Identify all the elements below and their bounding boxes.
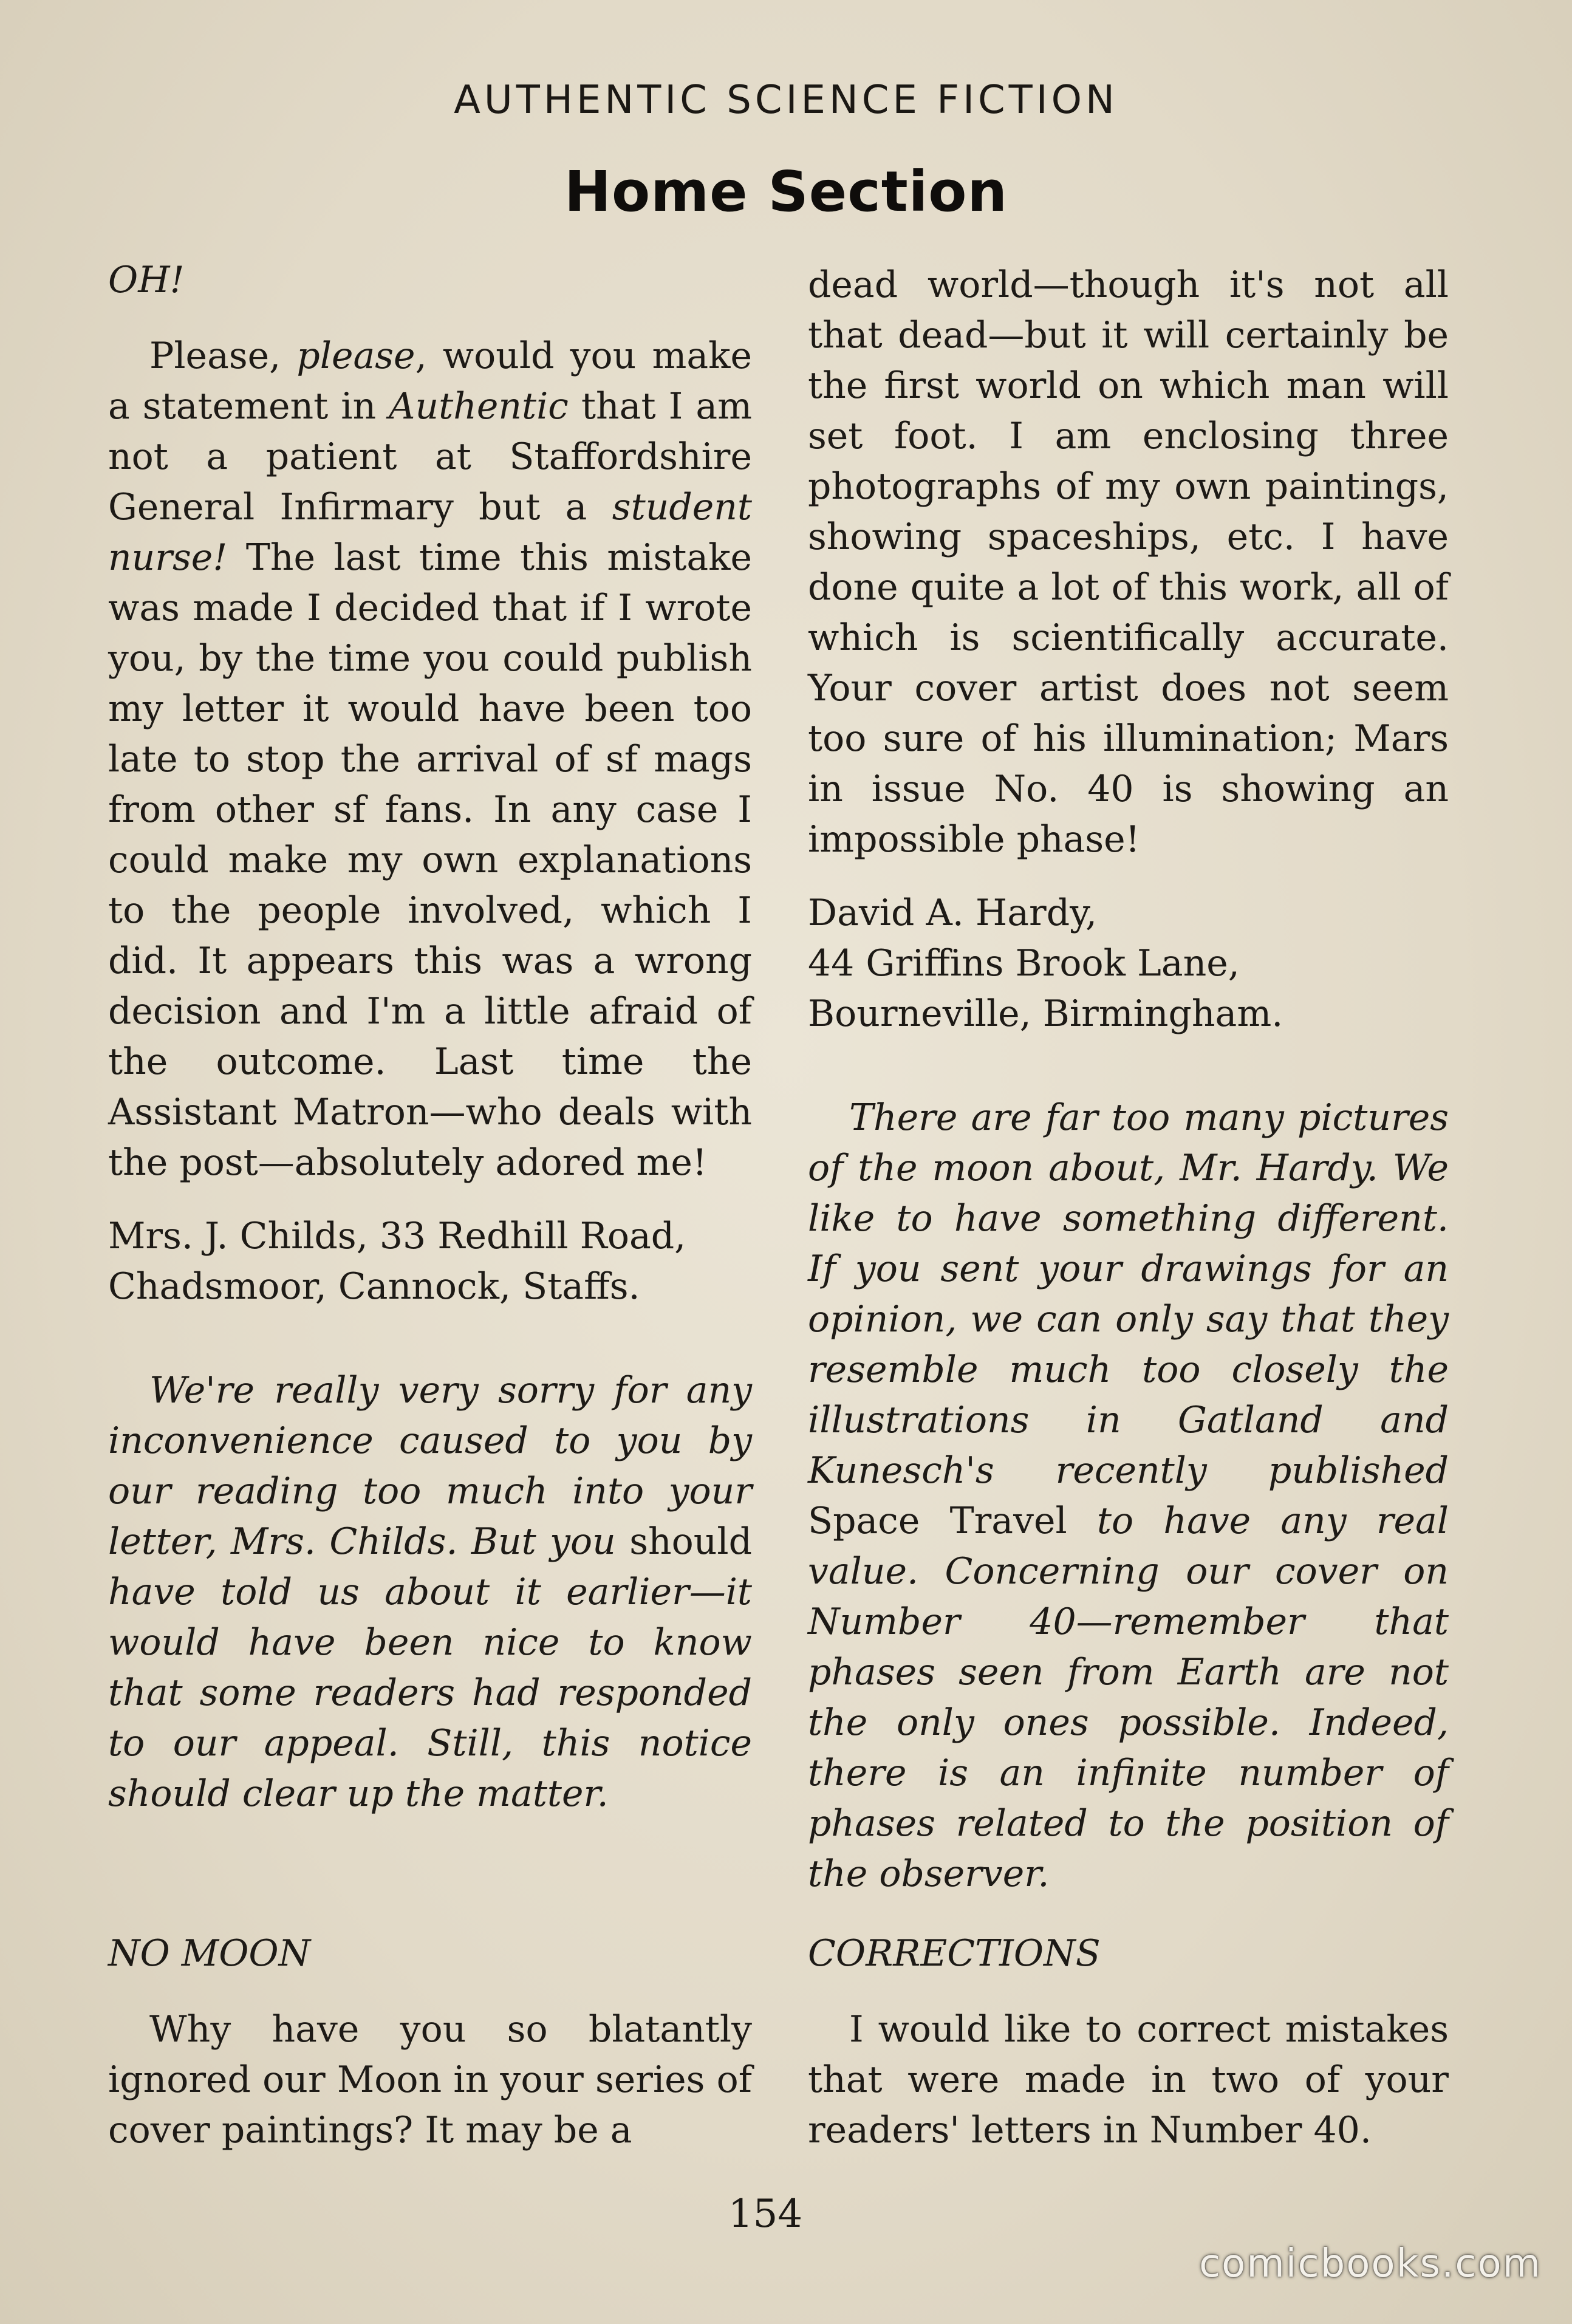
- running-header: AUTHENTIC SCIENCE FICTION: [454, 78, 1118, 123]
- watermark: comicbooks.com: [1198, 2241, 1542, 2286]
- letter-heading-no-moon: NO MOON: [108, 1932, 311, 1975]
- letter-body-hardy: dead world—though it's not all that dead—but it will certainly be the first world on which man will set foot. I am enclosing three photographs of my own paintings, showing spaceships, etc. I have done quite a lot of this work, all of which is scientifically accurate. Your cover artist does not seem too sure of his illumination; Mars in issue No. 40 is showing an impossible phase!: [808, 264, 1449, 861]
- signature-line: David A. Hardy,: [808, 892, 1098, 934]
- editor-reply-hardy: There are far too many pictures of the moon about, Mr. Hardy. We like to have something different. If you sent your drawings for an opinion, we can only say that they resemble much too closely the illustrations in Gatland and Kunesch's recently published Space Travel to have any real value. Concerning our cover on Number 40—remember that phases seen from Earth are not the only ones possible. Indeed, there is an infinite number of phases related to the position of the observer.: [808, 1096, 1449, 1895]
- signature-line: Chadsmoor, Cannock, Staffs.: [108, 1265, 640, 1308]
- signature-line: Bourneville, Birmingham.: [808, 993, 1283, 1035]
- letter-heading-oh: OH!: [108, 259, 185, 301]
- letter-body-childs: Please, please, would you make a statement in Authentic that I am not a patient at Staffordshire General Infirmary but a student nurse! The last time this mistake was made I decided that if I wrote you, by the time you could publish my letter it would have been too late to stop the arrival of sf mags from other sf fans. In any case I could make my own explanations to the people involved, which I did. It appears this was a wrong decision and I'm a little afraid of the outcome. Last time the Assistant Matron—who deals with the post—absolutely adored me!: [108, 335, 752, 1184]
- letter-body-no-moon: Why have you so blatantly ignored our Moon in your series of cover paintings? It may be a: [108, 2008, 752, 2151]
- section-title: Home Section: [564, 159, 1008, 224]
- left-column: [108, 255, 752, 1819]
- editor-reply-childs: We're really very sorry for any inconvenience caused to you by our reading too much into your letter, Mrs. Childs. But you should have told us about it earlier—it would have been nice to know that some readers had responded to our appeal. Still, this notice should clear up the matter.: [108, 1369, 752, 1815]
- signature-line: Mrs. J. Childs, 33 Redhill Road,: [108, 1215, 686, 1257]
- signature-line: 44 Griffins Brook Lane,: [808, 942, 1240, 985]
- right-column: [808, 260, 1449, 1899]
- left-column-bottom: [108, 1929, 752, 2156]
- letter-body-corrections: I would like to correct mistakes that were made in two of your readers' letters in Number 40.: [808, 2008, 1449, 2151]
- right-column-bottom: [808, 1929, 1449, 2156]
- letter-heading-corrections: CORRECTIONS: [808, 1932, 1101, 1975]
- page-number: 154: [728, 2192, 803, 2237]
